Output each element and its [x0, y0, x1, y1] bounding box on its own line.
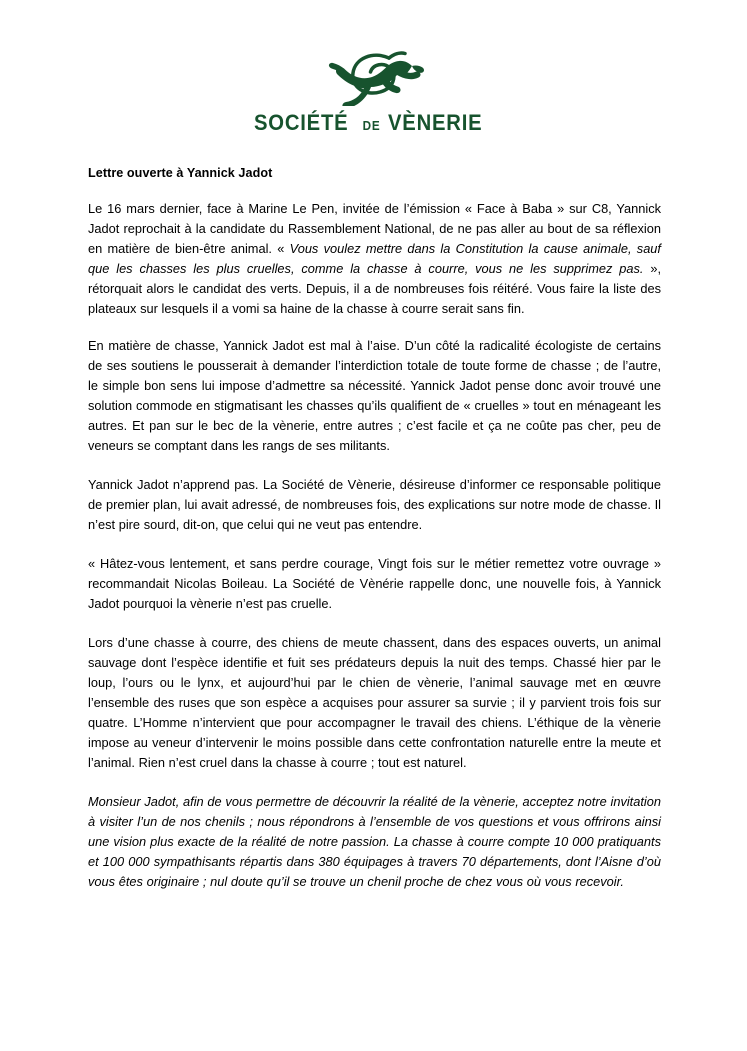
paragraph-1-quote: Vous voulez mettre dans la Constitution la cause animale, sauf que les chasses les plus cruelles, comme la chasse à courre, vous ne les supprimez pas.: [88, 240, 661, 276]
paragraph-6-invitation: Monsieur Jadot, afin de vous permettre de découvrir la réalité de la vènerie, acceptez notre invitation à visiter l’un de nos chenils ; nous répondrons à l’ensemble de vos questions et vous offrirons ainsi une vision plus exacte de la réalité de notre passion. La chasse à courre compte 10 000 pratiquants et 100 000 sympathisants répartis dans 380 équipages à travers 70 départements, dont l’Aisne d’où vous êtes originaire ; nul doute qu’il se trouve un chenil proche de chez vous où vous recevoir.: [88, 794, 661, 890]
wordmark-societe: SOCIÉTÉ: [254, 110, 349, 135]
paragraph-1: [88, 199, 661, 319]
paragraph-3: Yannick Jadot n’apprend pas. La Société de Vènerie, désireuse d’informer ce responsable politique de premier plan, lui avait adressé, de nombreuses fois, des explications sur notre mode de chasse. Il n’est pire sourd, dit-on, que celui qui ne veut pas entendre.: [88, 476, 661, 532]
leaping-hound-with-hunting-horn-icon: [314, 44, 434, 106]
paragraph-1-lead: Le 16 mars dernier, face à Marine Le Pen, invitée de l’émission « Face à Baba » sur C8, Yannick Jadot reprochait à la candidate du Rassemblement National, de ne pas aller au bout de sa réflexion en matière de bien-être animal. «: [88, 200, 661, 256]
paragraph-2: En matière de chasse, Yannick Jadot est mal à l’aise. D’un côté la radicalité écologiste de certains de ses soutiens le pousserait à demander l’interdiction totale de toute forme de chasse ; de l’autre, le simple bon sens lui impose d’admettre sa nécessité. Yannick Jadot pense donc avoir trouvé une solution commode en stigmatisant les chasses qu’ils qualifient de « cruelles » tout en ménageant les autres. Et pan sur le bec de la vènerie, entre autres ; c’est facile et ça ne coûte pas cher, peu de veneurs se comptant dans les rangs de ses militants.: [88, 337, 661, 453]
paragraph-5: Lors d’une chasse à courre, des chiens de meute chassent, dans des espaces ouverts, un animal sauvage dont l’espèce identifie et fuit ses prédateurs depuis la nuit des temps. Chassé hier par le loup, l’ours ou le lynx, et aujourd’hui par le chien de vènerie, l’animal sauvage met en œuvre l’ensemble des ruses que son espèce a acquises pour assurer sa survie ; il y parvient trois fois sur quatre. L’Homme n’intervient que pour accompagner le travail des chiens. L’éthique de la vènerie impose au veneur d’intervenir le moins possible dans cette confrontation naturelle entre la meute et l’animal. Rien n’est cruel dans la chasse à courre ; tout est naturel.: [88, 635, 661, 771]
letterhead: [0, 44, 747, 135]
letter-body: [88, 166, 661, 892]
paragraph-4: « Hâtez-vous lentement, et sans perdre courage, Vingt fois sur le métier remettez votre ouvrage » recommandait Nicolas Boileau. La Société de Vènérie rappelle donc, une nouvelle fois, à Yannick Jadot pourquoi la vènerie n’est pas cruelle.: [88, 555, 661, 611]
logo-wordmark: [254, 112, 493, 135]
paragraph-1-tail: », rétorquait alors le candidat des verts. Depuis, il a de nombreuses fois réitéré. Vous faire la liste des plateaux sur lesquels il a vomi sa haine de la chasse à courre serait sans fin.: [88, 260, 661, 316]
wordmark-venerie: VÈNERIE: [387, 110, 483, 135]
wordmark-de: DE: [362, 118, 381, 133]
letter-title: Lettre ouverte à Yannick Jadot: [88, 166, 273, 180]
